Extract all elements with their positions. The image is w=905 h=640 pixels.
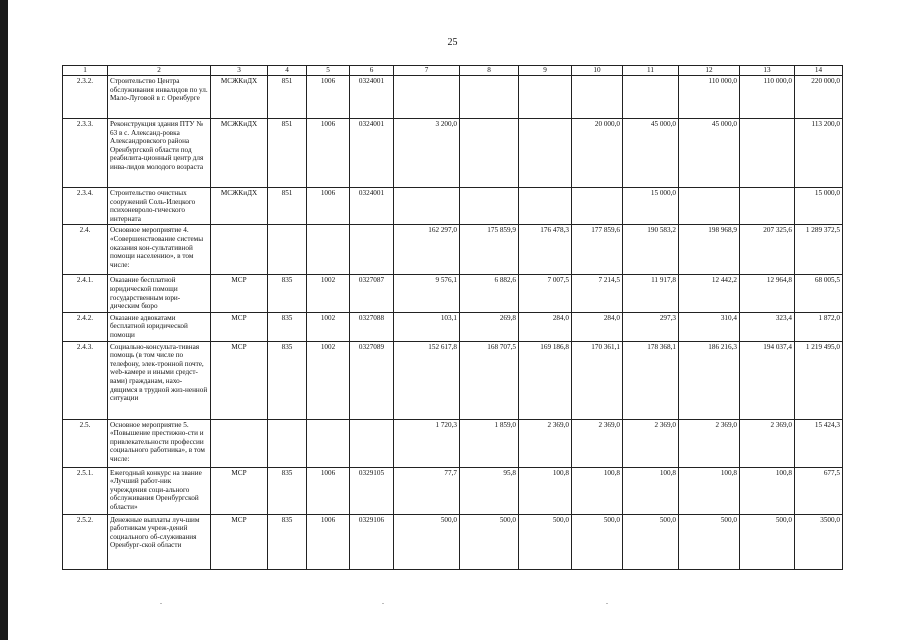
code-target: 0324001 [350,76,394,119]
code-ministry: 835 [268,275,307,312]
executor [211,225,268,275]
value-col-13: 500,0 [740,514,795,569]
value-col-11: 178 368,1 [623,341,679,419]
scan-artifact [382,603,384,604]
value-col-11: 190 583,2 [623,225,679,275]
code-ministry: 835 [268,312,307,341]
code-target: 0329106 [350,514,394,569]
value-col-8: 269,8 [460,312,519,341]
executor: МСЖКиДХ [211,188,268,225]
row-number: 2.3.4. [63,188,108,225]
value-col-13: 12 964,8 [740,275,795,312]
value-col-10: 177 859,6 [572,225,623,275]
binding-edge [0,0,8,640]
code-section [307,419,350,467]
value-col-11: 100,8 [623,467,679,514]
code-section [307,225,350,275]
code-section: 1002 [307,275,350,312]
row-name: Социально-консульта-тивная помощь (в том числе по телефону, элек-тронной почте, web-камере и иными средст-вами) гражданам, нахо-дящимся в трудной жиз-ненной ситуации [108,341,211,419]
value-col-13: 323,4 [740,312,795,341]
column-header: 12 [679,66,740,76]
row-name: Основное мероприятие 5. «Повышение престижно-сти и привлекательности профессии социального работника», в том числе: [108,419,211,467]
executor: МСЖКиДХ [211,119,268,188]
row-number: 2.4.1. [63,275,108,312]
code-section: 1006 [307,467,350,514]
table-body [63,76,843,570]
column-header: 8 [460,66,519,76]
value-col-8: 500,0 [460,514,519,569]
value-col-10: 500,0 [572,514,623,569]
value-col-7: 1 720,3 [394,419,460,467]
value-col-10: 20 000,0 [572,119,623,188]
value-col-7: 162 297,0 [394,225,460,275]
value-col-10: 7 214,5 [572,275,623,312]
executor: МСЖКиДХ [211,76,268,119]
value-col-9: 284,0 [519,312,572,341]
value-total: 15 424,3 [795,419,843,467]
row-number: 2.4. [63,225,108,275]
column-header: 1 [63,66,108,76]
code-target [350,225,394,275]
table-row [63,419,843,467]
value-total: 15 000,0 [795,188,843,225]
value-col-13: 100,8 [740,467,795,514]
value-col-8: 95,8 [460,467,519,514]
column-header: 5 [307,66,350,76]
column-header: 9 [519,66,572,76]
code-ministry: 851 [268,76,307,119]
value-col-13: 194 037,4 [740,341,795,419]
value-col-8: 175 859,9 [460,225,519,275]
executor: МСР [211,514,268,569]
value-col-10 [572,76,623,119]
column-header: 7 [394,66,460,76]
value-col-12: 2 369,0 [679,419,740,467]
value-col-11: 45 000,0 [623,119,679,188]
value-col-12: 12 442,2 [679,275,740,312]
code-target: 0324001 [350,188,394,225]
value-col-7: 500,0 [394,514,460,569]
row-number: 2.3.3. [63,119,108,188]
code-section: 1002 [307,312,350,341]
value-col-9: 500,0 [519,514,572,569]
value-total: 1 289 372,5 [795,225,843,275]
value-col-12: 45 000,0 [679,119,740,188]
value-col-7: 9 576,1 [394,275,460,312]
value-col-9: 100,8 [519,467,572,514]
value-col-8 [460,76,519,119]
value-col-9 [519,188,572,225]
value-col-11: 297,3 [623,312,679,341]
value-col-9: 169 186,8 [519,341,572,419]
row-name: Оказание адвокатами бесплатной юридической помощи [108,312,211,341]
value-col-13: 110 000,0 [740,76,795,119]
value-col-11 [623,76,679,119]
executor: МСР [211,341,268,419]
row-number: 2.5.1. [63,467,108,514]
value-col-9: 2 369,0 [519,419,572,467]
row-number: 2.5.2. [63,514,108,569]
row-number: 2.5. [63,419,108,467]
table-row [63,514,843,569]
value-total: 1 872,0 [795,312,843,341]
value-col-10: 170 361,1 [572,341,623,419]
value-total: 68 005,5 [795,275,843,312]
table-row [63,188,843,225]
value-col-7: 152 617,8 [394,341,460,419]
value-total: 3500,0 [795,514,843,569]
value-col-13: 2 369,0 [740,419,795,467]
row-name: Оказание бесплатной юридической помощи государственным юри-дическим бюро [108,275,211,312]
value-col-7: 103,1 [394,312,460,341]
row-name: Строительство Центра обслуживания инвалидов по ул. Мало-Луговой в г. Оренбурге [108,76,211,119]
scan-artifact [160,603,162,604]
row-name: Ежегодный конкурс на звание «Лучший работ-ник учреждения соци-ального обслуживания Оренбургской области» [108,467,211,514]
page-number: 25 [447,37,458,48]
value-col-12: 310,4 [679,312,740,341]
code-section: 1006 [307,119,350,188]
table-row [63,275,843,312]
value-col-12: 110 000,0 [679,76,740,119]
value-col-12: 100,8 [679,467,740,514]
code-section: 1006 [307,188,350,225]
executor: МСР [211,467,268,514]
value-col-13 [740,119,795,188]
value-col-13: 207 325,6 [740,225,795,275]
code-section: 1006 [307,76,350,119]
table-row [63,312,843,341]
value-col-7 [394,76,460,119]
executor [211,419,268,467]
scan-artifact [606,603,608,604]
row-number: 2.4.3. [63,341,108,419]
executor: МСР [211,275,268,312]
value-col-11: 15 000,0 [623,188,679,225]
column-header: 3 [211,66,268,76]
code-target: 0327087 [350,275,394,312]
value-col-9 [519,76,572,119]
value-col-8: 6 882,6 [460,275,519,312]
value-col-7 [394,188,460,225]
code-ministry: 851 [268,119,307,188]
table-row [63,341,843,419]
code-ministry: 835 [268,514,307,569]
column-number-row [63,66,843,76]
value-col-11: 11 917,8 [623,275,679,312]
value-col-7: 77,7 [394,467,460,514]
value-col-12: 500,0 [679,514,740,569]
value-col-8 [460,119,519,188]
column-header: 2 [108,66,211,76]
table-row [63,225,843,275]
column-header: 4 [268,66,307,76]
value-col-11: 2 369,0 [623,419,679,467]
value-col-12 [679,188,740,225]
value-col-8 [460,188,519,225]
value-total: 677,5 [795,467,843,514]
value-col-12: 198 968,9 [679,225,740,275]
column-header: 10 [572,66,623,76]
value-col-13 [740,188,795,225]
value-col-12: 186 216,3 [679,341,740,419]
value-col-9: 7 007,5 [519,275,572,312]
value-total: 220 000,0 [795,76,843,119]
code-ministry: 835 [268,341,307,419]
table-row [63,467,843,514]
table-row [63,76,843,119]
code-target: 0329105 [350,467,394,514]
budget-table [62,65,843,570]
value-col-9: 176 478,3 [519,225,572,275]
row-name: Реконструкция здания ПТУ № 63 в с. Александ-ровка Александровского района Оренбургской области под реабилита-ционный центр для инва-лидов молодого возраста [108,119,211,188]
row-name: Строительство очистных сооружений Соль-Илецкого психоневроло-гического интерната [108,188,211,225]
column-header: 14 [795,66,843,76]
code-target: 0324001 [350,119,394,188]
value-col-11: 500,0 [623,514,679,569]
code-target [350,419,394,467]
code-ministry [268,225,307,275]
code-target: 0327088 [350,312,394,341]
row-number: 2.3.2. [63,76,108,119]
value-col-10: 2 369,0 [572,419,623,467]
code-ministry: 851 [268,188,307,225]
value-col-8: 1 859,0 [460,419,519,467]
row-name: Денежные выплаты луч-шим работникам учреж-дений социального об-служивания Оренбург-ской области [108,514,211,569]
executor: МСР [211,312,268,341]
value-col-10 [572,188,623,225]
row-number: 2.4.2. [63,312,108,341]
table-row [63,119,843,188]
column-header: 6 [350,66,394,76]
code-ministry [268,419,307,467]
value-col-7: 3 200,0 [394,119,460,188]
code-ministry: 835 [268,467,307,514]
code-section: 1006 [307,514,350,569]
code-section: 1002 [307,341,350,419]
row-name: Основное мероприятие 4. «Совершенствование системы оказания кон-сультативной помощи населению», в том числе: [108,225,211,275]
value-col-10: 284,0 [572,312,623,341]
value-total: 1 219 495,0 [795,341,843,419]
value-col-9 [519,119,572,188]
value-total: 113 200,0 [795,119,843,188]
code-target: 0327089 [350,341,394,419]
column-header: 11 [623,66,679,76]
column-header: 13 [740,66,795,76]
value-col-8: 168 707,5 [460,341,519,419]
value-col-10: 100,8 [572,467,623,514]
